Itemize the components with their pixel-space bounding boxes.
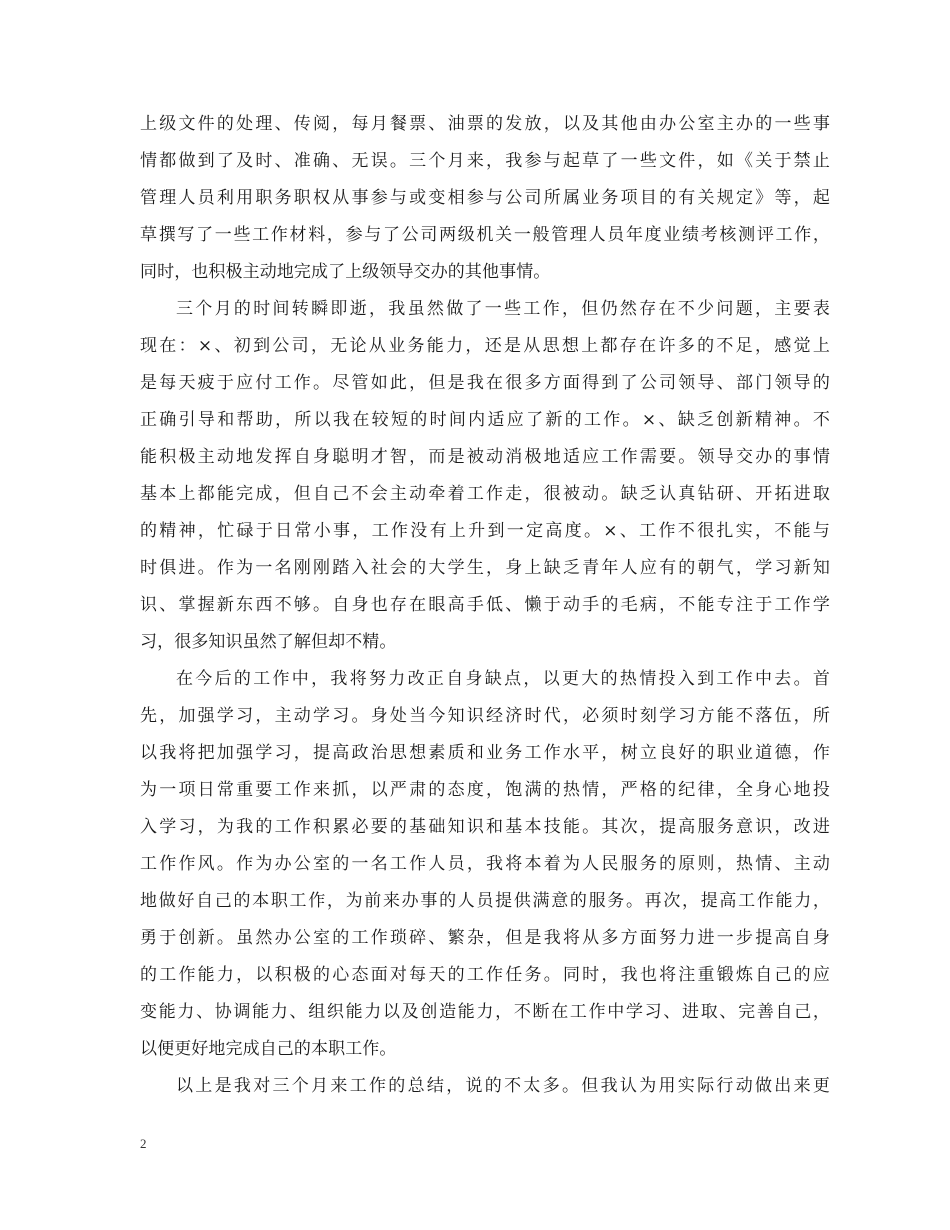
text-line: 现在：×、初到公司，无论从业务能力，还是从思想上都存在许多的不足，感觉上 [140,336,830,356]
page-number: 2 [140,1136,147,1151]
text-line: 入学习，为我的工作积累必要的基础知识和基本技能。其次，提高服务意识，改进 [140,817,830,837]
text-line: 工作作风。作为办公室的一名工作人员，我将本着为人民服务的原则，热情、主动 [140,854,830,874]
text-line: 管理人员利用职务职权从事参与或变相参与公司所属业务项目的有关规定》等，起 [140,188,830,208]
text-line: 是每天疲于应付工作。尽管如此，但是我在很多方面得到了公司领导、部门领导的 [140,373,830,393]
text-line: 情都做到了及时、准确、无误。三个月来，我参与起草了一些文件，如《关于禁止 [140,151,830,171]
text-line: 草撰写了一些工作材料，参与了公司两级机关一般管理人员年度业绩考核测评工作， [140,225,830,245]
text-line: 上级文件的处理、传阅，每月餐票、油票的发放，以及其他由办公室主办的一些事 [140,114,830,134]
paragraph-first-line: 三个月的时间转瞬即逝，我虽然做了一些工作，但仍然存在不少问题，主要表 [176,299,830,319]
text-line: 正确引导和帮助，所以我在较短的时间内适应了新的工作。×、缺乏创新精神。不 [140,410,830,430]
text-line: 能积极主动地发挥自身聪明才智，而是被动消极地适应工作需要。领导交办的事情 [140,447,830,467]
text-line: 同时，也积极主动地完成了上级领导交办的其他事情。 [140,262,551,282]
text-line: 为一项日常重要工作来抓，以严肃的态度，饱满的热情，严格的纪律，全身心地投 [140,780,830,800]
text-line: 习，很多知识虽然了解但却不精。 [140,632,397,652]
text-line: 勇于创新。虽然办公室的工作琐碎、繁杂，但是我将从多方面努力进一步提高自身 [140,928,830,948]
paragraph-first-line: 以上是我对三个月来工作的总结，说的不太多。但我认为用实际行动做出来更 [176,1076,830,1096]
text-line: 时俱进。作为一名刚刚踏入社会的大学生，身上缺乏青年人应有的朝气，学习新知 [140,558,830,578]
text-line: 基本上都能完成，但自己不会主动牵着工作走，很被动。缺乏认真钻研、开拓进取 [140,484,830,504]
text-line: 识、掌握新东西不够。自身也存在眼高手低、懒于动手的毛病，不能专注于工作学 [140,595,830,615]
text-line: 先，加强学习，主动学习。身处当今知识经济时代，必须时刻学习方能不落伍，所 [140,706,830,726]
paragraph-first-line: 在今后的工作中，我将努力改正自身缺点，以更大的热情投入到工作中去。首 [176,669,830,689]
text-line: 地做好自己的本职工作，为前来办事的人员提供满意的服务。再次，提高工作能力， [140,891,830,911]
text-line: 的精神，忙碌于日常小事，工作没有上升到一定高度。×、工作不很扎实，不能与 [140,521,830,541]
text-line: 以便更好地完成自己的本职工作。 [140,1039,397,1059]
text-line: 以我将把加强学习，提高政治思想素质和业务工作水平，树立良好的职业道德，作 [140,743,830,763]
text-line: 的工作能力，以积极的心态面对每天的工作任务。同时，我也将注重锻炼自己的应 [140,965,830,985]
text-line: 变能力、协调能力、组织能力以及创造能力，不断在工作中学习、进取、完善自己， [140,1002,830,1022]
